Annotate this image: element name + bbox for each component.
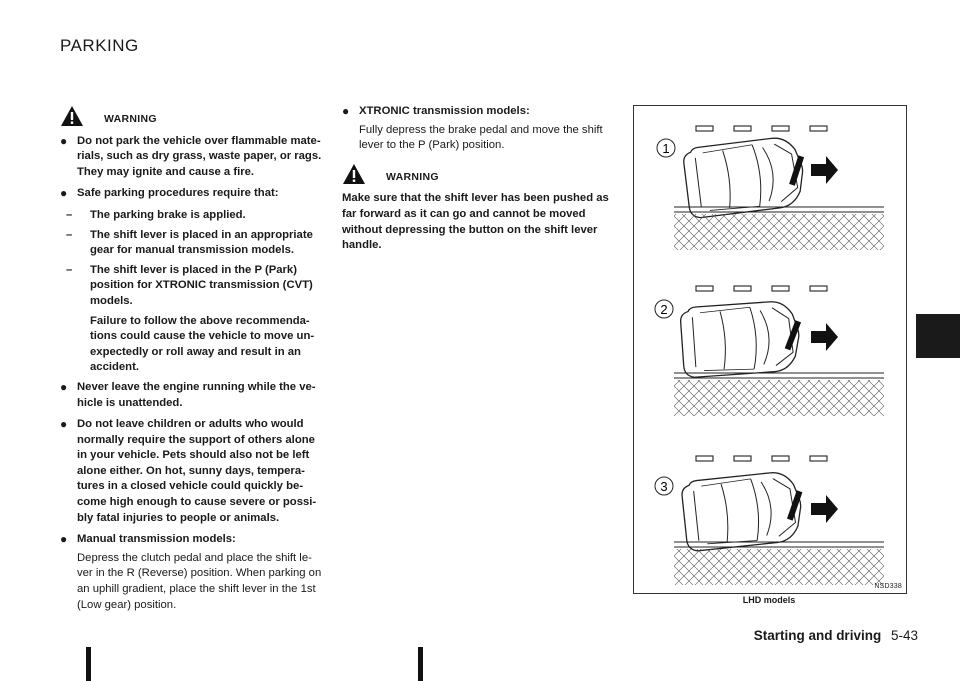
page-number: 5-43: [890, 628, 918, 643]
list-item: ● XTRONIC transmission models:: [342, 104, 530, 118]
manual-instructions: Depress the clutch pedal and place the shift le-ver in the R (Reverse) position. When parking on an uphill gradient, place the shift lever in the 1st (Low gear) position.: [77, 551, 322, 611]
figure-code: NSD338: [874, 583, 902, 590]
car-top-view-icon: [681, 470, 808, 552]
list-item: ● Do not leave children or adults who would normally require the support of others alone in your vehicle. Pets should also not be left alone either. On hot, sunny days, tempera-tures in a closed vehicle could quickly be-come high enough to cause severe or possi-bly fatal injuries to people or animals.: [60, 417, 317, 524]
parking-figure: [633, 105, 907, 594]
figure-caption: LHD models: [742, 595, 796, 605]
arrow-right-icon: [811, 323, 838, 351]
parking-step-3: [655, 456, 884, 585]
crop-bar-left: [86, 647, 91, 681]
middle-column: [342, 104, 620, 254]
xtronic-instructions: Fully depress the brake pedal and move the shift lever to the P (Park) position.: [359, 123, 603, 152]
parking-step-2: [655, 286, 884, 416]
page-footer: [754, 628, 918, 643]
crop-bar-right: [418, 647, 423, 681]
warning-text: Make sure that the shift lever has been pushed as far forward as it can go and cannot be moved without depressing the button on the shift lever handle.: [342, 192, 609, 252]
list-item: ● Manual transmission models:: [60, 532, 236, 547]
parking-diagram: [634, 106, 906, 593]
warning-label: WARNING: [386, 170, 439, 183]
page-title: PARKING: [60, 36, 139, 55]
sub-list-item: – The shift lever is placed in an appropriate gear for manual transmission models.: [66, 228, 313, 257]
warning-header: [342, 162, 620, 186]
sub-list-item: – The parking brake is applied.: [66, 208, 246, 221]
failure-note: Failure to follow the above recommenda-tions could cause the vehicle to move un-expectedly or roll away and result in an accident.: [90, 314, 315, 374]
warning-triangle-icon: [60, 105, 84, 127]
warning-triangle-icon: [342, 163, 366, 185]
step-label: 2: [660, 302, 668, 317]
sub-list-item: – The shift lever is placed in the P (Park) position for XTRONIC transmission (CVT) models.: [66, 263, 313, 307]
car-top-view-icon: [680, 300, 805, 378]
warning-header: [60, 104, 325, 128]
car-top-view-icon: [682, 135, 810, 219]
list-item: ● Never leave the engine running while the ve-hicle is unattended.: [60, 379, 316, 409]
left-column: [60, 104, 325, 619]
list-item: ● Safe parking procedures require that:: [60, 186, 279, 201]
section-tab-marker: [916, 314, 960, 358]
warning-label: WARNING: [104, 113, 157, 125]
arrow-right-icon: [811, 495, 838, 523]
step-label: 1: [662, 141, 670, 156]
footer-section: Starting and driving: [753, 628, 882, 643]
parking-step-1: [657, 126, 884, 250]
step-label: 3: [660, 479, 668, 494]
arrow-right-icon: [811, 156, 838, 184]
list-item: ● Do not park the vehicle over flammable mate-rials, such as dry grass, waste paper, or rags. They may ignite and cause a fire.: [60, 133, 322, 178]
